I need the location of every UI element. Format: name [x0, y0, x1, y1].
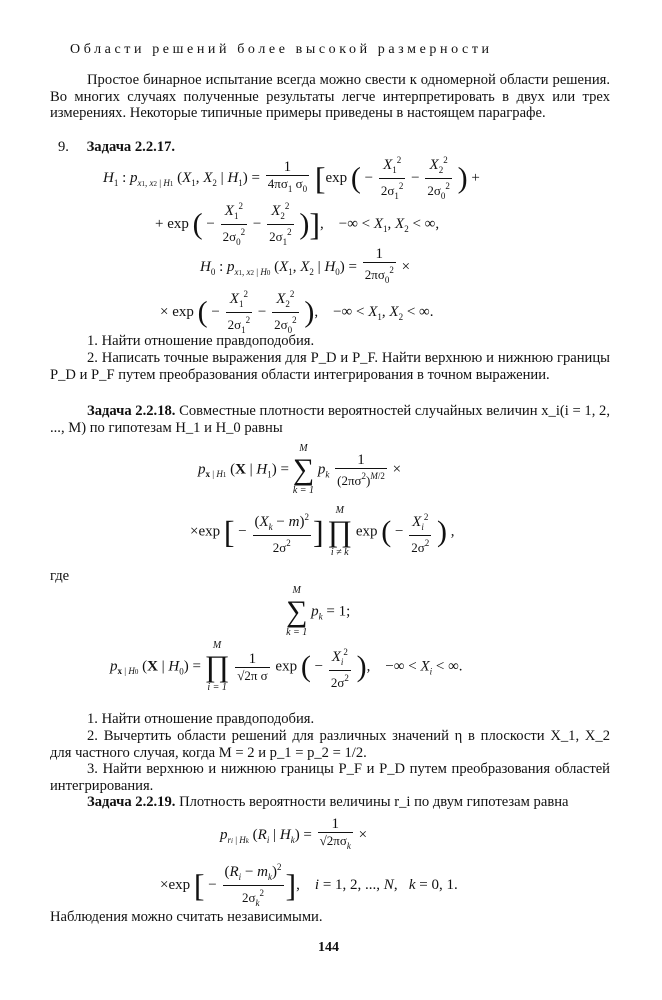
formula-h1-line1: $H_1$ : $p_{x1, x2 | H1}$ ($X_1$, $X_2$ | $H_1$) = $\frac{1}{4\pi\sigma_1 \sigma_0}$ [exp ( − $\frac{X_1^2}{2\sigma_1^2}$ − $\frac{X_2^2}{2\sigma_0^2}$ ) + — [103, 155, 480, 201]
formula-pr-line2: ×exp [ − $\frac{(R_i - m_k)^2}{2\sigma_k^2}$ ], i = 1, 2, ..., N, k = 0, 1. — [160, 862, 458, 908]
formula-h1-line2: + exp ( − $\frac{X_1^2}{2\sigma_0^2}$ − $\frac{X_2^2}{2\sigma_1^2}$ )], −∞ < $X_1$, $X_2$ < ∞, — [155, 201, 440, 247]
formula-px-h0: $p_{x | H0}$ (X | $H_0$) = M ∏ i = 1 $\frac{1}{\text{√2π σ}}$ exp ( − $\frac{X_i^2}{2\sigma^2}$ ), −∞ < $X_i$ < ∞. — [110, 640, 463, 693]
formula-h0-line2: × exp ( − $\frac{X_1^2}{2\sigma_1^2}$ − $\frac{X_2^2}{2\sigma_0^2}$ ), −∞ < $X_1$, $X_2$ < ∞. — [160, 289, 434, 335]
task-marker: 9. — [58, 139, 69, 155]
formula-h0-line1: $H_0$ : $p_{x1, x2 | H0}$ ($X_1$, $X_2$ | $H_0$) = $\frac{1}{2\pi\sigma_0^2}$ × — [200, 246, 411, 285]
task-2-2-18-title: Задача 2.2.18. — [87, 403, 176, 419]
task-2-2-18-paragraph — [50, 403, 610, 436]
formula-pr-line1: $p_{ri | Hk}$ ($R_i$ | $H_k$) = $\frac{1}{√2\pi\sigma_k}$ × — [220, 816, 368, 851]
task-2-2-18-text: Совместные плотности вероятностей случайных величин x_i(i = 1, 2, ..., M) по гипотезам H_1 и H_0 равны — [50, 403, 611, 436]
task-2-2-19-title: Задача 2.2.19. — [87, 794, 176, 810]
task-2-2-17-title: Задача 2.2.17. — [86, 139, 176, 155]
task-2-2-17-item-1: 1. Найти отношение правдоподобия. — [87, 333, 315, 349]
where-label: где — [50, 568, 70, 584]
closing-sentence: Наблюдения можно считать независимыми. — [50, 909, 323, 925]
task-2-2-19-paragraph — [50, 794, 610, 811]
task-2-2-18-item-2: 2. Вычертить области решений для различных значений η в плоскости X_1, X_2 для частного случая, когда M = 2 и p_1 = p_2 = 1/2. — [50, 728, 610, 761]
formula-sum-pk: M ∑ k = 1 $p_k = 1$; — [286, 585, 351, 638]
formula-px-h1-line2: ×exp [ − $\frac{(X_k - m)^2}{2\sigma^2}$ ] M ∏ i ≠ k exp ( − $\frac{X_i^2}{2\sigma^2}$ ) , — [190, 505, 455, 558]
formula-px-h1-line1: $p_{x | H1}$ (X | $H_1$) = M ∑ k = 1 $p_k$ $\frac{1}{(2\pi\sigma^2)^{M/2}}$ × — [198, 443, 402, 496]
intro-paragraph: Простое бинарное испытание всегда можно свести к одномерной области решения. Во многих случаях полученные результаты легче интерпретировать в двух или трех измерениях. Некоторые типичные примеры приведены в настоящем параграфе. — [50, 72, 610, 121]
task-2-2-17-item-2: 2. Написать точные выражения для P_D и P_F. Найти верхнюю и нижнюю границы P_D и P_F путем преобразования области интегрирования в точном выражении. — [50, 350, 610, 383]
task-2-2-18-item-1: 1. Найти отношение правдоподобия. — [87, 711, 315, 727]
page-number: 144 — [318, 940, 339, 955]
task-2-2-19-text: Плотность вероятности величины r_i по двум гипотезам равна — [179, 794, 569, 810]
task-2-2-18-item-3: 3. Найти верхнюю и нижнюю границы P_F и P_D путем преобразования областей интегрирования. — [50, 761, 610, 794]
running-header: Области решений более высокой размерности — [70, 42, 493, 57]
